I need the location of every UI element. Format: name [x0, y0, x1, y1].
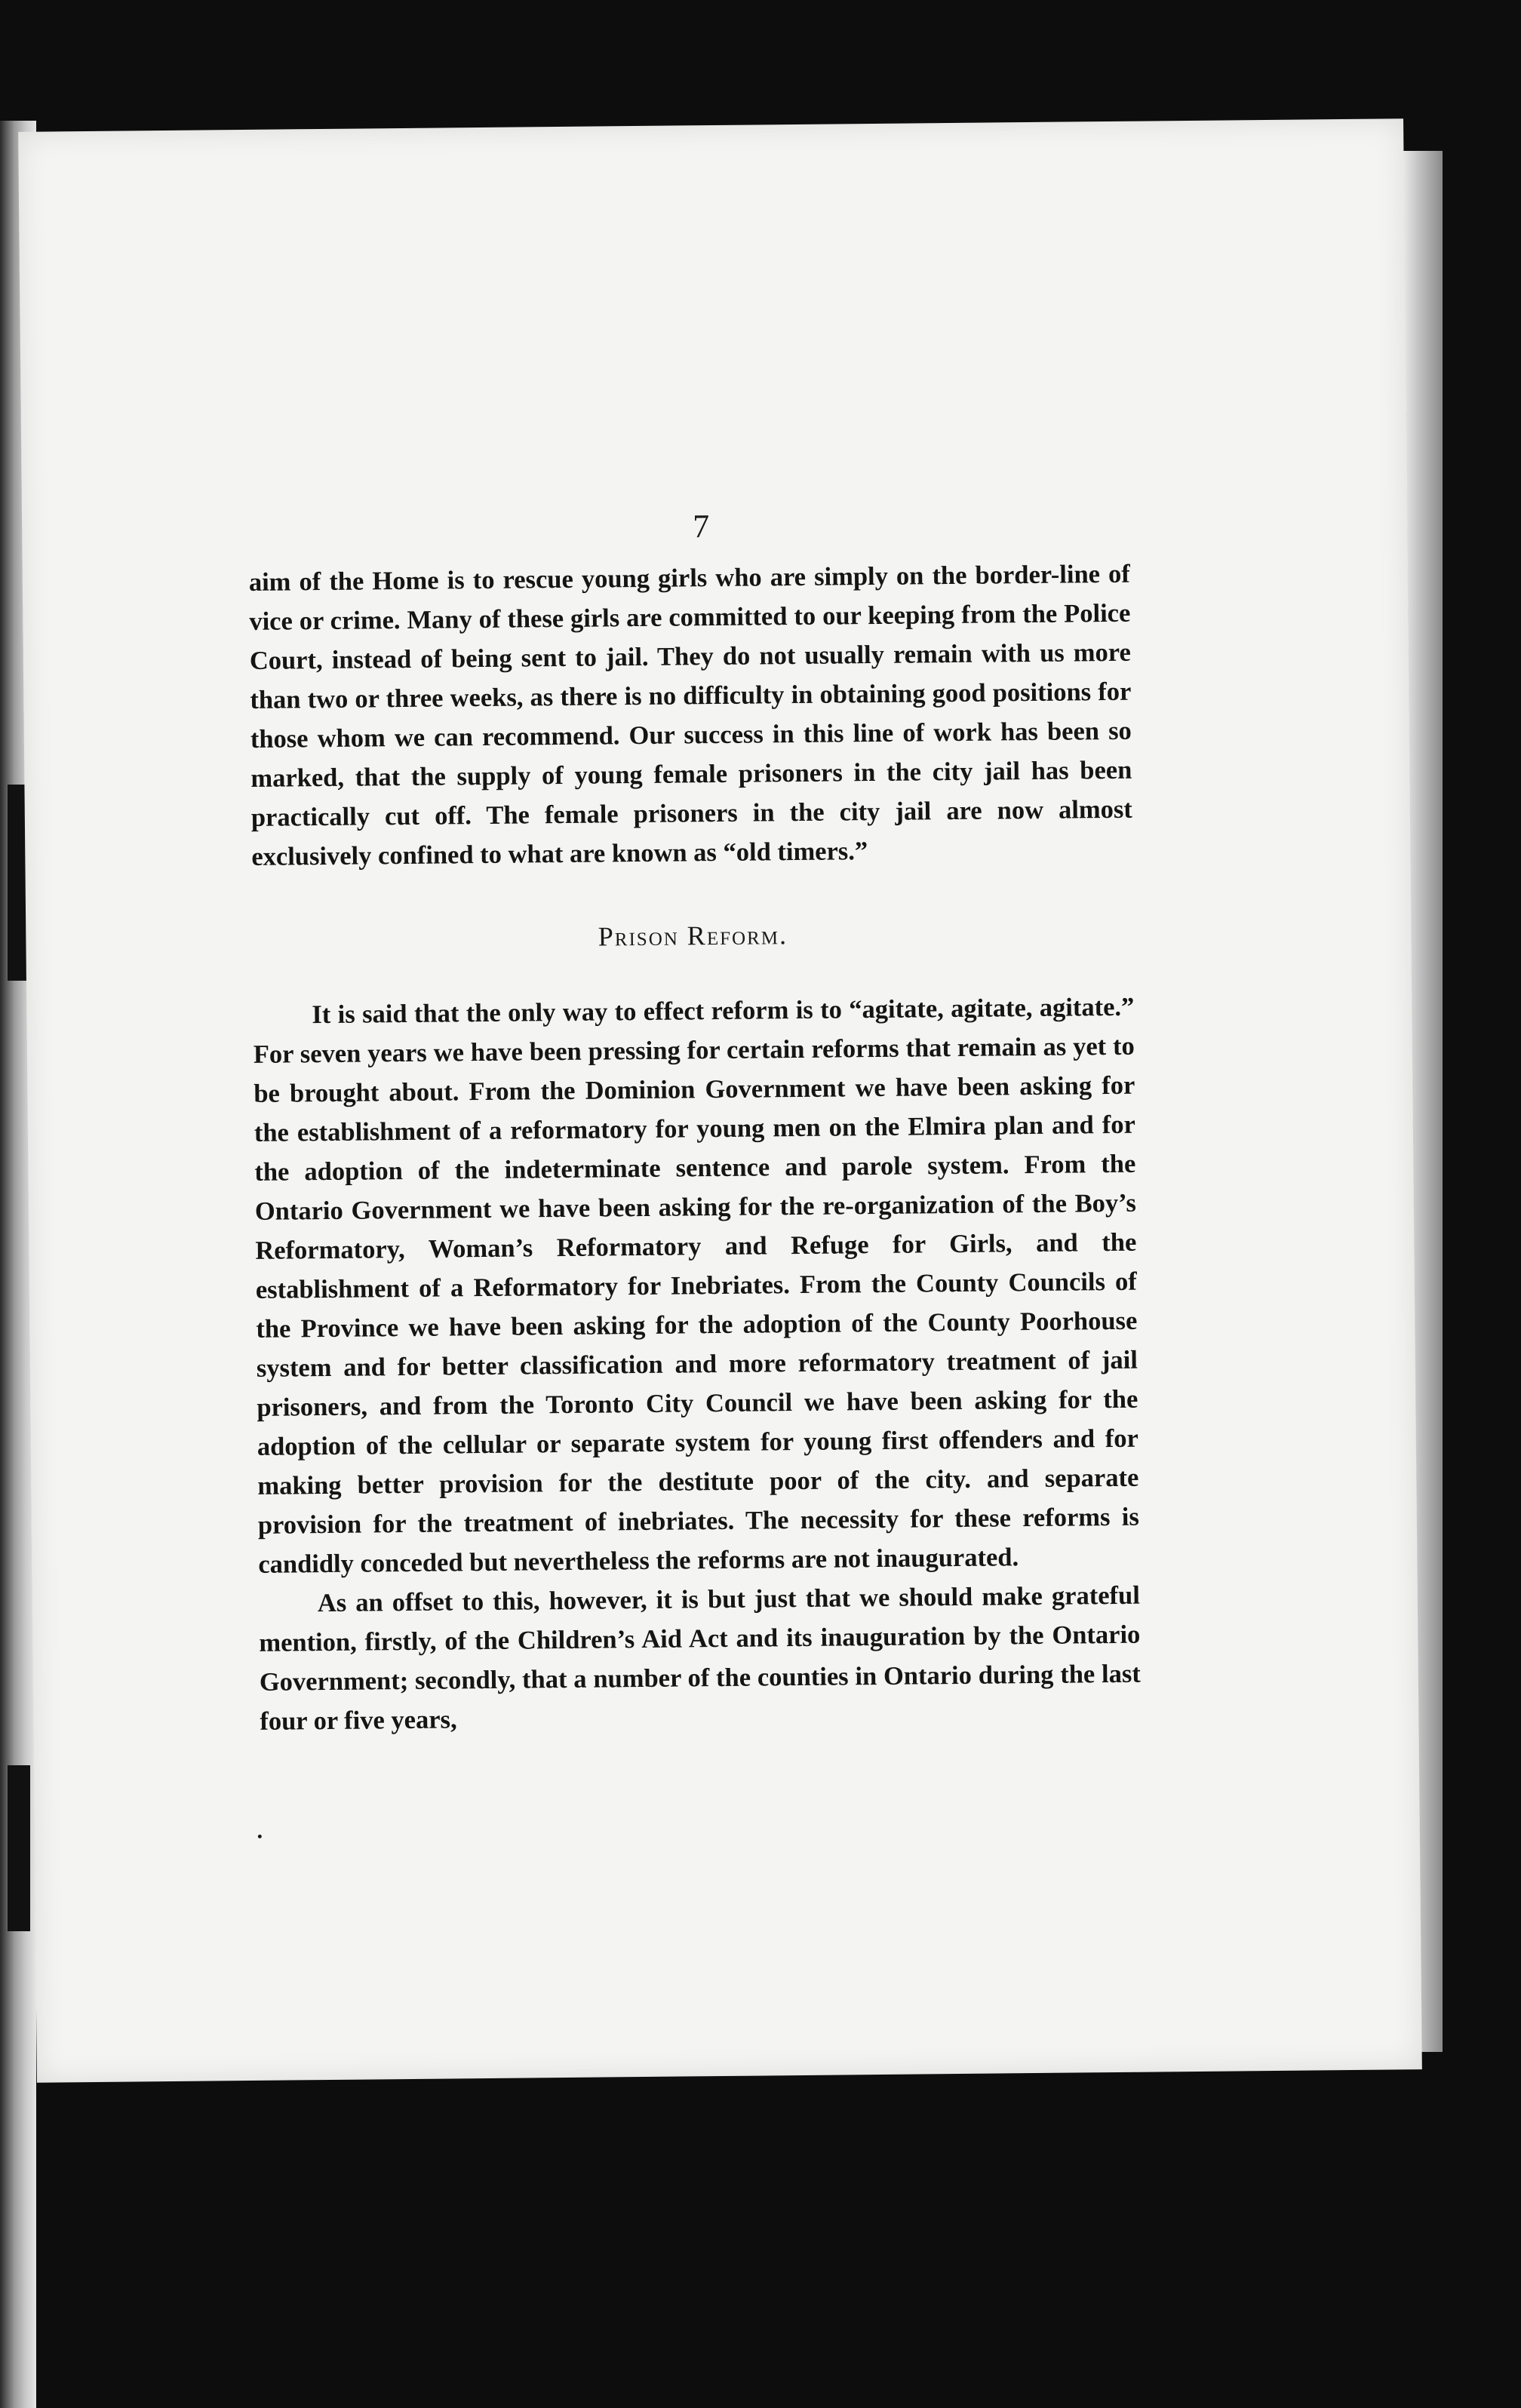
paragraph-offset: As an offset to this, however, it is but just that we should make grateful mention, firstly, of the Children’s Aid Act and its inauguration by the Ontario Government; secondly, that a number of the counties in Ontario during the last four or five years,: [259, 1580, 1141, 1736]
scanned-page: [18, 118, 1422, 2083]
section-heading: Prison Reform.: [598, 920, 788, 952]
paragraph-prison-reform: It is said that the only way to effect reform is to “agitate, agitate, agitate.” For seven years we have been pressing for certain reforms that remain as yet to be brought about. From the Dominion Government we have been asking for the establishment of a reformatory for young men on the Elmira plan and for the adoption of the indeterminate sentence and parole system. From the Ontario Government we have been asking for the re-organization of the Boy’s Reformatory, Woman’s Reformatory and Refuge for Girls, and the establishment of a Reformatory for Inebriates. From the County Councils of the Province we have been asking for the adoption of the County Poorhouse system and for better classification and more reformatory treatment of jail prisoners, and from the Toronto City Council we have been asking for the adoption of the cellular or separate system for young first offenders and for making better provision for the destitute poor of the city. and separate provision for the treatment of inebriates. The necessity for these reforms is candidly conceded but nevertheless the reforms are not inaugurated.: [253, 992, 1139, 1579]
spine-shadow: [8, 1765, 30, 1931]
page-number: 7: [692, 508, 710, 545]
body-text: [249, 554, 1142, 1741]
ink-speck: [258, 1835, 262, 1838]
paragraph-opening: aim of the Home is to rescue young girls who are simply on the border-line of vice or crime. Many of these girls are committed to our keeping from the Police Court, instead of being sent to jail. They do not usually remain with us more than two or three weeks, as there is no difficulty in obtaining good positions for those whom we can recommend. Our success in this line of work has been so marked, that the supply of young female prisoners in the city jail has been practically cut off. The female prisoners in the city jail are now almost exclusively confined to what are known as “old timers.”: [248, 559, 1132, 871]
